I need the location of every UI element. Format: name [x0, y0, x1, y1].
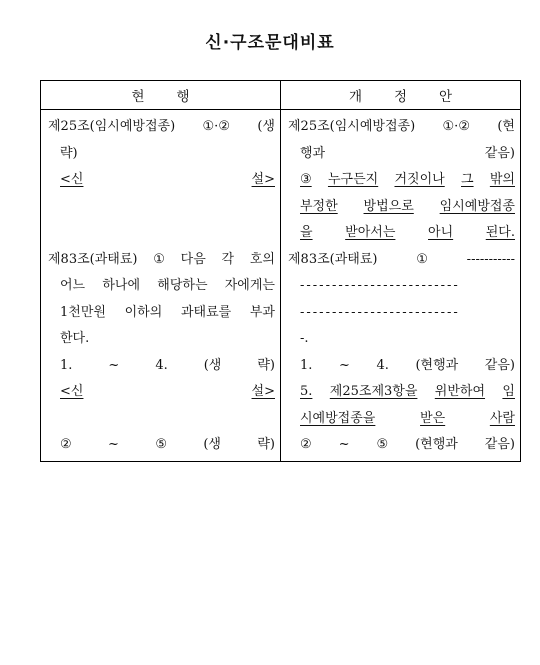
- current-text-line: [48, 273, 275, 300]
- revised-column: [281, 110, 521, 462]
- revised-word: 제25조(임시예방접종): [288, 119, 416, 134]
- revised-text-line: [288, 406, 515, 433]
- current-word: 부과: [249, 304, 275, 320]
- revised-word: 방법으로: [363, 198, 414, 214]
- current-word: 제25조(임시예방접종): [48, 119, 176, 134]
- current-word: 한다.: [60, 331, 90, 346]
- current-word: 1.: [60, 357, 73, 373]
- revised-word: -------------------------: [300, 278, 460, 293]
- revised-word: ~: [338, 357, 350, 373]
- current-word: ①·②: [202, 119, 230, 134]
- revised-word: 같음): [484, 357, 515, 373]
- revised-word: -----------: [466, 251, 515, 267]
- revised-word: ②: [300, 437, 312, 452]
- table-header-row: [41, 81, 521, 110]
- revised-text-line: [288, 220, 515, 247]
- current-column: [41, 110, 281, 462]
- current-word: 설>: [251, 384, 275, 399]
- current-word: 해당하는: [157, 278, 208, 293]
- current-word: ①: [153, 251, 165, 267]
- current-text-line: [48, 194, 275, 221]
- comparison-table: [40, 80, 521, 462]
- current-text-line: [48, 141, 275, 168]
- current-word: 이하의: [124, 304, 163, 320]
- revised-text-line: [288, 379, 515, 406]
- current-word: 략): [257, 357, 275, 373]
- current-text-line: [48, 406, 275, 433]
- header-revised: 개정안: [281, 81, 521, 110]
- current-word: 략): [60, 145, 78, 161]
- current-text-line: [48, 300, 275, 327]
- current-text-line: [48, 247, 275, 274]
- current-word: (생: [257, 119, 275, 134]
- current-text-line: [48, 326, 275, 353]
- current-word: 설>: [251, 172, 275, 187]
- current-word: <신: [60, 384, 84, 399]
- revised-text-line: [288, 194, 515, 221]
- revised-word: 1.: [300, 357, 313, 373]
- revised-text-line: [288, 300, 515, 327]
- revised-text-line: [288, 114, 515, 141]
- revised-text-line: [288, 353, 515, 380]
- current-word: 략): [257, 437, 275, 452]
- revised-text-line: [288, 273, 515, 300]
- revised-text-line: [288, 141, 515, 168]
- revised-word: 임: [502, 384, 515, 399]
- current-text-line: [48, 220, 275, 247]
- table-body-row: [41, 110, 521, 462]
- revised-word: 그: [461, 172, 474, 187]
- current-text-line: [48, 432, 275, 459]
- revised-word: 사람: [489, 410, 515, 426]
- revised-word: ③: [300, 172, 312, 187]
- revised-word: (현: [497, 119, 515, 134]
- revised-word: 같음): [484, 437, 515, 452]
- revised-word: 제25조제3항을: [329, 384, 418, 399]
- current-word: 어느: [60, 278, 86, 293]
- revised-word: 받아서는: [345, 225, 396, 240]
- revised-word: 을: [300, 225, 313, 240]
- current-text-line: [48, 114, 275, 141]
- revised-word: 제83조(과태료): [288, 251, 378, 267]
- revised-word: 된다.: [485, 225, 515, 240]
- revised-word: 행과: [300, 145, 326, 161]
- revised-word: ①·②: [442, 119, 470, 134]
- current-word: ~: [108, 357, 120, 373]
- current-text-line: [48, 353, 275, 380]
- revised-word: (현행과: [415, 357, 459, 373]
- current-text-line: [48, 167, 275, 194]
- revised-word: 임시예방접종: [439, 198, 515, 214]
- revised-word: 부정한: [300, 198, 338, 214]
- revised-word: 받은: [420, 410, 446, 426]
- revised-word: -.: [300, 331, 309, 346]
- revised-word: ①: [416, 251, 428, 267]
- current-word: 과태료를: [180, 304, 232, 320]
- revised-word: 거짓이나: [394, 172, 445, 187]
- current-word: (생: [203, 357, 222, 373]
- revised-text-line: [288, 326, 515, 353]
- current-word: 다음: [180, 251, 206, 267]
- current-word: 하나에: [102, 278, 141, 293]
- current-word: ⑤: [155, 437, 167, 452]
- current-word: 4.: [155, 357, 168, 373]
- current-word: 호의: [249, 251, 275, 267]
- current-word: 자에게는: [224, 278, 275, 293]
- revised-word: 4.: [376, 357, 389, 373]
- current-text-line: [48, 379, 275, 406]
- revised-text-line: [288, 167, 515, 194]
- revised-word: 시예방접종을: [300, 410, 376, 426]
- current-word: ~: [108, 437, 119, 452]
- revised-text-line: [288, 247, 515, 274]
- revised-word: 아니: [428, 225, 454, 240]
- page-title: 신·구조문대비표: [205, 33, 335, 53]
- current-word: ②: [60, 437, 72, 452]
- revised-text-line: [288, 432, 515, 459]
- revised-word: 같음): [484, 145, 515, 161]
- revised-word: 위반하여: [434, 384, 486, 399]
- revised-word: ~: [338, 437, 350, 452]
- revised-word: -------------------------: [300, 304, 460, 320]
- revised-word: (현행과: [415, 437, 458, 452]
- current-word: 각: [221, 251, 235, 267]
- revised-word: 밖의: [489, 172, 515, 187]
- current-word: <신: [60, 172, 84, 187]
- revised-word: 5.: [300, 384, 313, 399]
- revised-word: ⑤: [376, 437, 389, 452]
- current-word: 1천만원: [60, 304, 106, 320]
- header-current: 현행: [41, 81, 281, 110]
- current-word: 제83조(과태료): [48, 251, 138, 267]
- revised-word: 누구든지: [327, 172, 379, 187]
- current-word: (생: [203, 437, 221, 452]
